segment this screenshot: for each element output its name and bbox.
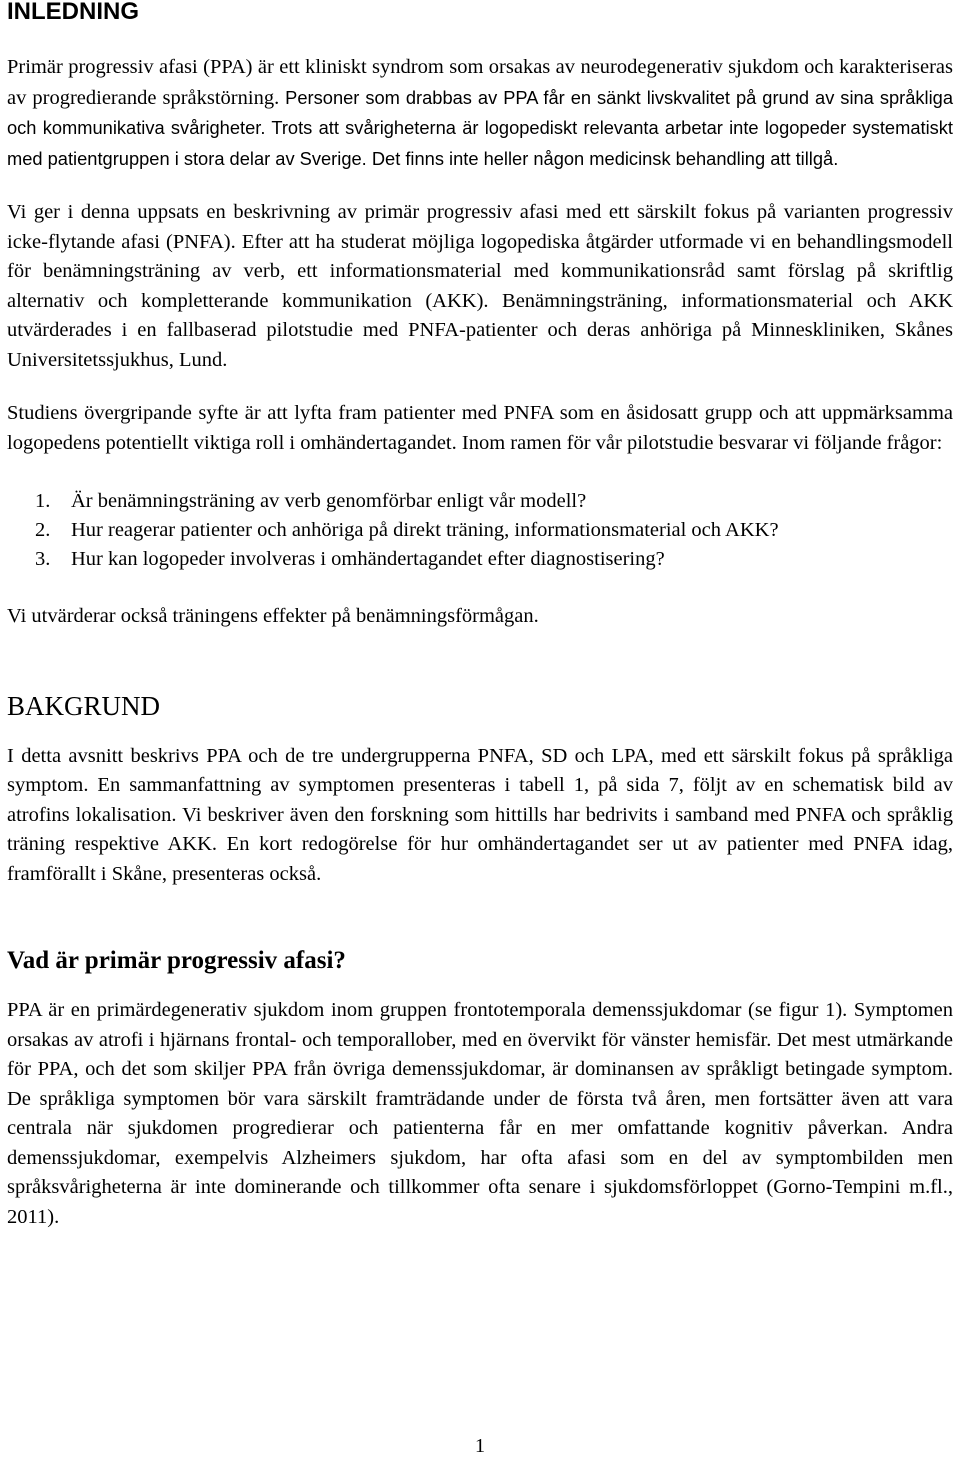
bakgrund-heading: BAKGRUND <box>7 690 161 721</box>
research-questions-list <box>7 487 953 574</box>
list-item <box>7 516 953 545</box>
ppa-section-paragraph: PPA är en primärdegenerativ sjukdom inom gruppen frontotemporala demenssjukdomar (se figur 1). Symptomen orsakas av atrofi i hjärnans frontal- och temporallober, med en övervikt för vänster hemisfär. Det mest utmärkande för PPA, och det som skiljer PPA från övriga demenssjukdomar, är dominansen av språkligt betingade symptom. De språkliga symptomen bör vara särskilt framträdande under de första två åren, men fortsätter även att vara centrala när sjukdomen progredierar och patienterna får en mer omfattande kognitiv påverkan. Andra demenssjukdomar, exempelvis Alzheimers sjukdom, har ofta afasi som en del av symptombilden men språksvårigheterna är inte dominerande och tillkommer ofta senare i sjukdomsförloppet (Gorno-Tempini m.fl., 2011). <box>7 999 953 1228</box>
bakgrund-paragraph: I detta avsnitt beskrivs PPA och de tre undergrupperna PNFA, SD och LPA, med ett särskilt fokus på språkliga symptom. En sammanfattning av symptomen presenteras i tabell 1, på sida 7, följt av en schematisk bild av atrofins lokalisation. Vi beskriver även den forskning som hittills har bedrivits i samband med PNFA och språklig träning respektive AKK. En kort redogörelse för hur omhändertagandet ser ut av patienter med PNFA idag, framförallt i Skåne, presenteras också. <box>7 744 953 885</box>
inledning-heading: INLEDNING <box>7 0 139 25</box>
list-item-number: 2. <box>35 519 51 541</box>
inledning-paragraph-1 <box>7 53 953 174</box>
list-item-text: Hur kan logopeder involveras i omhändertagandet efter diagnostisering? <box>71 548 665 570</box>
document-page <box>7 0 953 1232</box>
inledning-paragraph-4: Vi utvärderar också träningens effekter på benämningsförmågan. <box>7 605 539 627</box>
list-item-number: 1. <box>35 490 51 512</box>
inledning-paragraph-2: Vi ger i denna uppsats en beskrivning av primär progressiv afasi med ett särskilt fokus på varianten progressiv icke-flytande afasi (PNFA). Efter att ha studerat möjliga logopediska åtgärder utformade vi en behandlingsmodell för benämningsträning av verb, ett informationsmaterial med kommunikationsråd samt förslag på skriftlig alternativ och kompletterande kommunikation (AKK). Benämningsträning, informationsmaterial och AKK utvärderades i en fallbaserad pilotstudie med PNFA-patienter och deras anhöriga på Minneskliniken, Skånes Universitetssjukhus, Lund. <box>7 201 953 371</box>
list-item-number: 3. <box>35 548 51 570</box>
page-number: 1 <box>474 1435 486 1457</box>
list-item <box>7 487 953 516</box>
list-item-text: Hur reagerar patienter och anhöriga på direkt träning, informationsmaterial och AKK? <box>71 519 779 541</box>
list-item <box>7 545 953 574</box>
inledning-paragraph-1-sans: Personer som drabbas av PPA får en sänkt livskvalitet på grund av sina språkliga och kommunikativa svårigheter. Trots att svårigheterna är logopediskt relevanta arbetar inte logopeder systematiskt med patientgruppen i stora delar av Sverige. Det finns inte heller någon medicinsk behandling att tillgå. <box>7 86 953 169</box>
list-item-text: Är benämningsträning av verb genomförbar enligt vår modell? <box>71 490 587 512</box>
inledning-paragraph-3: Studiens övergripande syfte är att lyfta fram patienter med PNFA som en åsidosatt grupp och att uppmärksamma logopedens potentiellt viktiga roll i omhändertagandet. Inom ramen för vår pilotstudie besvarar vi följande frågor: <box>7 402 953 454</box>
inledning-paragraph-1-serif: Primär progressiv afasi (PPA) är ett kliniskt syndrom som orsakas av neurodegenerativ sjukdom och karakteriseras av progredierande språkstörning. <box>7 56 953 109</box>
ppa-section-heading: Vad är primär progressiv afasi? <box>7 947 346 974</box>
